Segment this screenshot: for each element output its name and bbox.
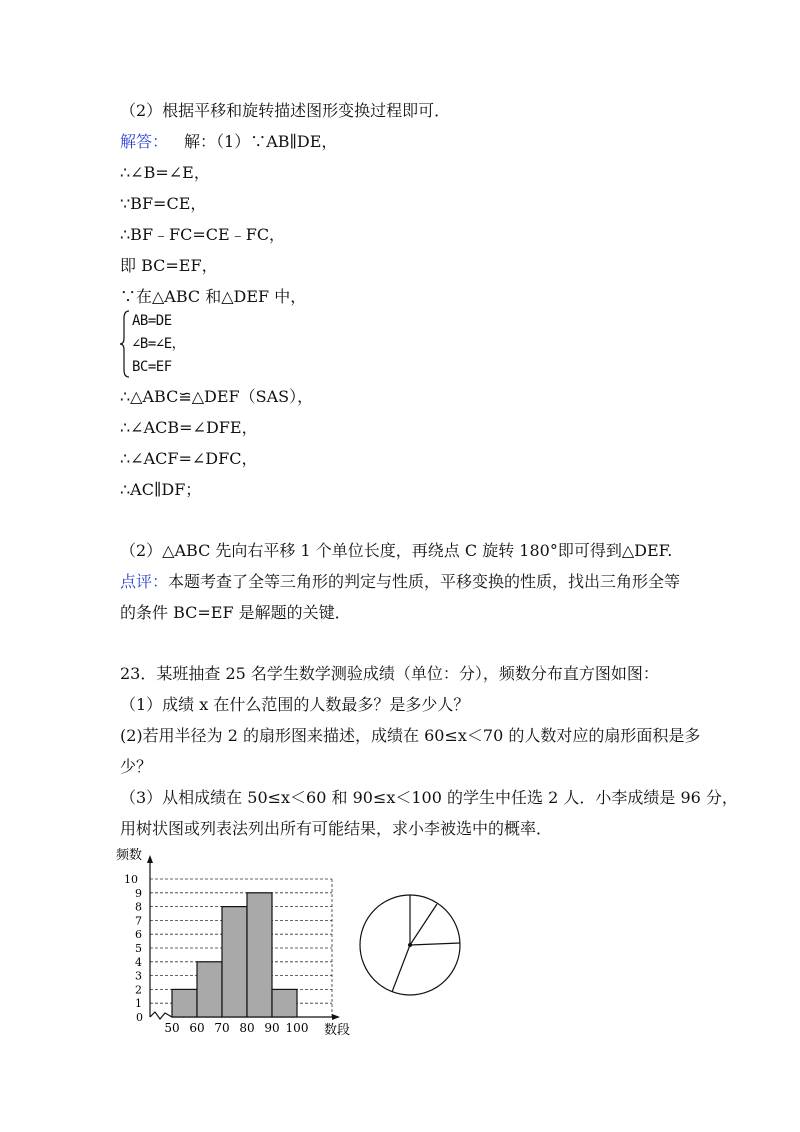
step-line: ∴AC∥DF； <box>120 480 202 499</box>
x-tick-label: 70 <box>214 1021 230 1035</box>
question-item: 用树状图或列表法列出所有可能结果，求小李被选中的概率． <box>120 819 553 838</box>
comment-line-2: 的条件 BC=EF 是解题的关键． <box>120 603 351 622</box>
y-tick-label: 7 <box>135 914 142 928</box>
pie-center <box>408 943 412 947</box>
question-item: （1）成绩 x 在什么范围的人数最多？是多少人？ <box>120 695 470 714</box>
answer-text: 解：（1）∵AB∥DE， <box>184 132 338 151</box>
histogram-bar <box>247 893 272 1017</box>
y-axis-label: 频数 <box>116 848 143 863</box>
answer-line <box>120 131 337 153</box>
step-line: ∵BF=CE， <box>120 194 207 213</box>
comment-label: 点评： <box>120 572 169 591</box>
y-tick-label: 10 <box>124 873 138 886</box>
step-line: ∴∠ACB=∠DFE， <box>120 418 258 437</box>
question-item: （3）从相成绩在 50≤x＜60 和 90≤x＜100 的学生中任选 2 人．小李成绩是 96 分， <box>120 788 738 807</box>
y-tick-label: 2 <box>135 983 142 997</box>
y-tick-label: 3 <box>135 969 142 983</box>
y-tick-label: 5 <box>135 942 142 955</box>
question-item: (2)若用半径为 2 的扇形图来描述，成绩在 60≤x＜70 的人数对应的扇形面积是多 <box>120 726 701 745</box>
question-item: 少？ <box>120 757 153 776</box>
question-title: 23．某班抽查 25 名学生数学测验成绩（单位：分），频数分布直方图如图： <box>120 664 659 683</box>
histogram-bar <box>272 989 297 1017</box>
x-tick-label: 80 <box>239 1021 255 1035</box>
system-row: ∠B=∠E， <box>132 336 186 352</box>
histogram-bar <box>197 962 222 1017</box>
step-line: ∴△ABC≌△DEF（SAS）， <box>120 387 314 406</box>
answer-part2: （2）△ABC 先向右平移 1 个单位长度，再绕点 C 旋转 180°即可得到△DEF. <box>120 541 673 560</box>
y-tick-label: 9 <box>135 886 142 900</box>
pie-radius <box>410 904 437 945</box>
step-line: ∴∠B=∠E， <box>120 163 210 182</box>
x-axis-label: 数段 <box>324 1023 351 1038</box>
x-axis-arrow <box>332 1014 340 1020</box>
y-axis-arrow <box>147 855 153 863</box>
x-tick-label: 90 <box>264 1021 280 1035</box>
y-tick-label: 0 <box>136 1011 143 1024</box>
pie-circle <box>355 890 465 1000</box>
comment-text: 本题考查了全等三角形的判定与性质，平移变换的性质，找出三角形全等 <box>168 572 681 591</box>
y-tick-label: 1 <box>135 997 142 1011</box>
step-line: ∵在△ABC 和△DEF 中， <box>120 287 307 306</box>
step-line: 即 BC=EF， <box>120 256 218 275</box>
system-row: AB=DE <box>132 313 172 329</box>
hint-part2: （2）根据平移和旋转描述图形变换过程即可． <box>120 101 451 120</box>
step-line: ∴BF﹣FC=CE﹣FC， <box>120 225 286 244</box>
brace-icon <box>120 310 130 378</box>
histogram-chart <box>110 845 360 1040</box>
histogram-bar <box>222 907 247 1017</box>
answer-label: 解答： <box>120 132 169 151</box>
comment-line <box>120 571 680 593</box>
equation-system <box>120 310 240 378</box>
pie-radius <box>392 945 410 992</box>
step-line: ∴∠ACF=∠DFC， <box>120 449 258 468</box>
histogram-bar <box>172 989 197 1017</box>
pie-radius <box>410 943 460 945</box>
x-tick-label: 60 <box>189 1021 205 1035</box>
x-tick-label: 100 <box>285 1021 309 1035</box>
x-tick-label: 50 <box>164 1021 180 1035</box>
y-tick-label: 8 <box>135 900 142 914</box>
system-row: BC=EF <box>132 359 172 375</box>
y-tick-label: 4 <box>135 955 142 969</box>
y-tick-label: 6 <box>135 928 142 942</box>
